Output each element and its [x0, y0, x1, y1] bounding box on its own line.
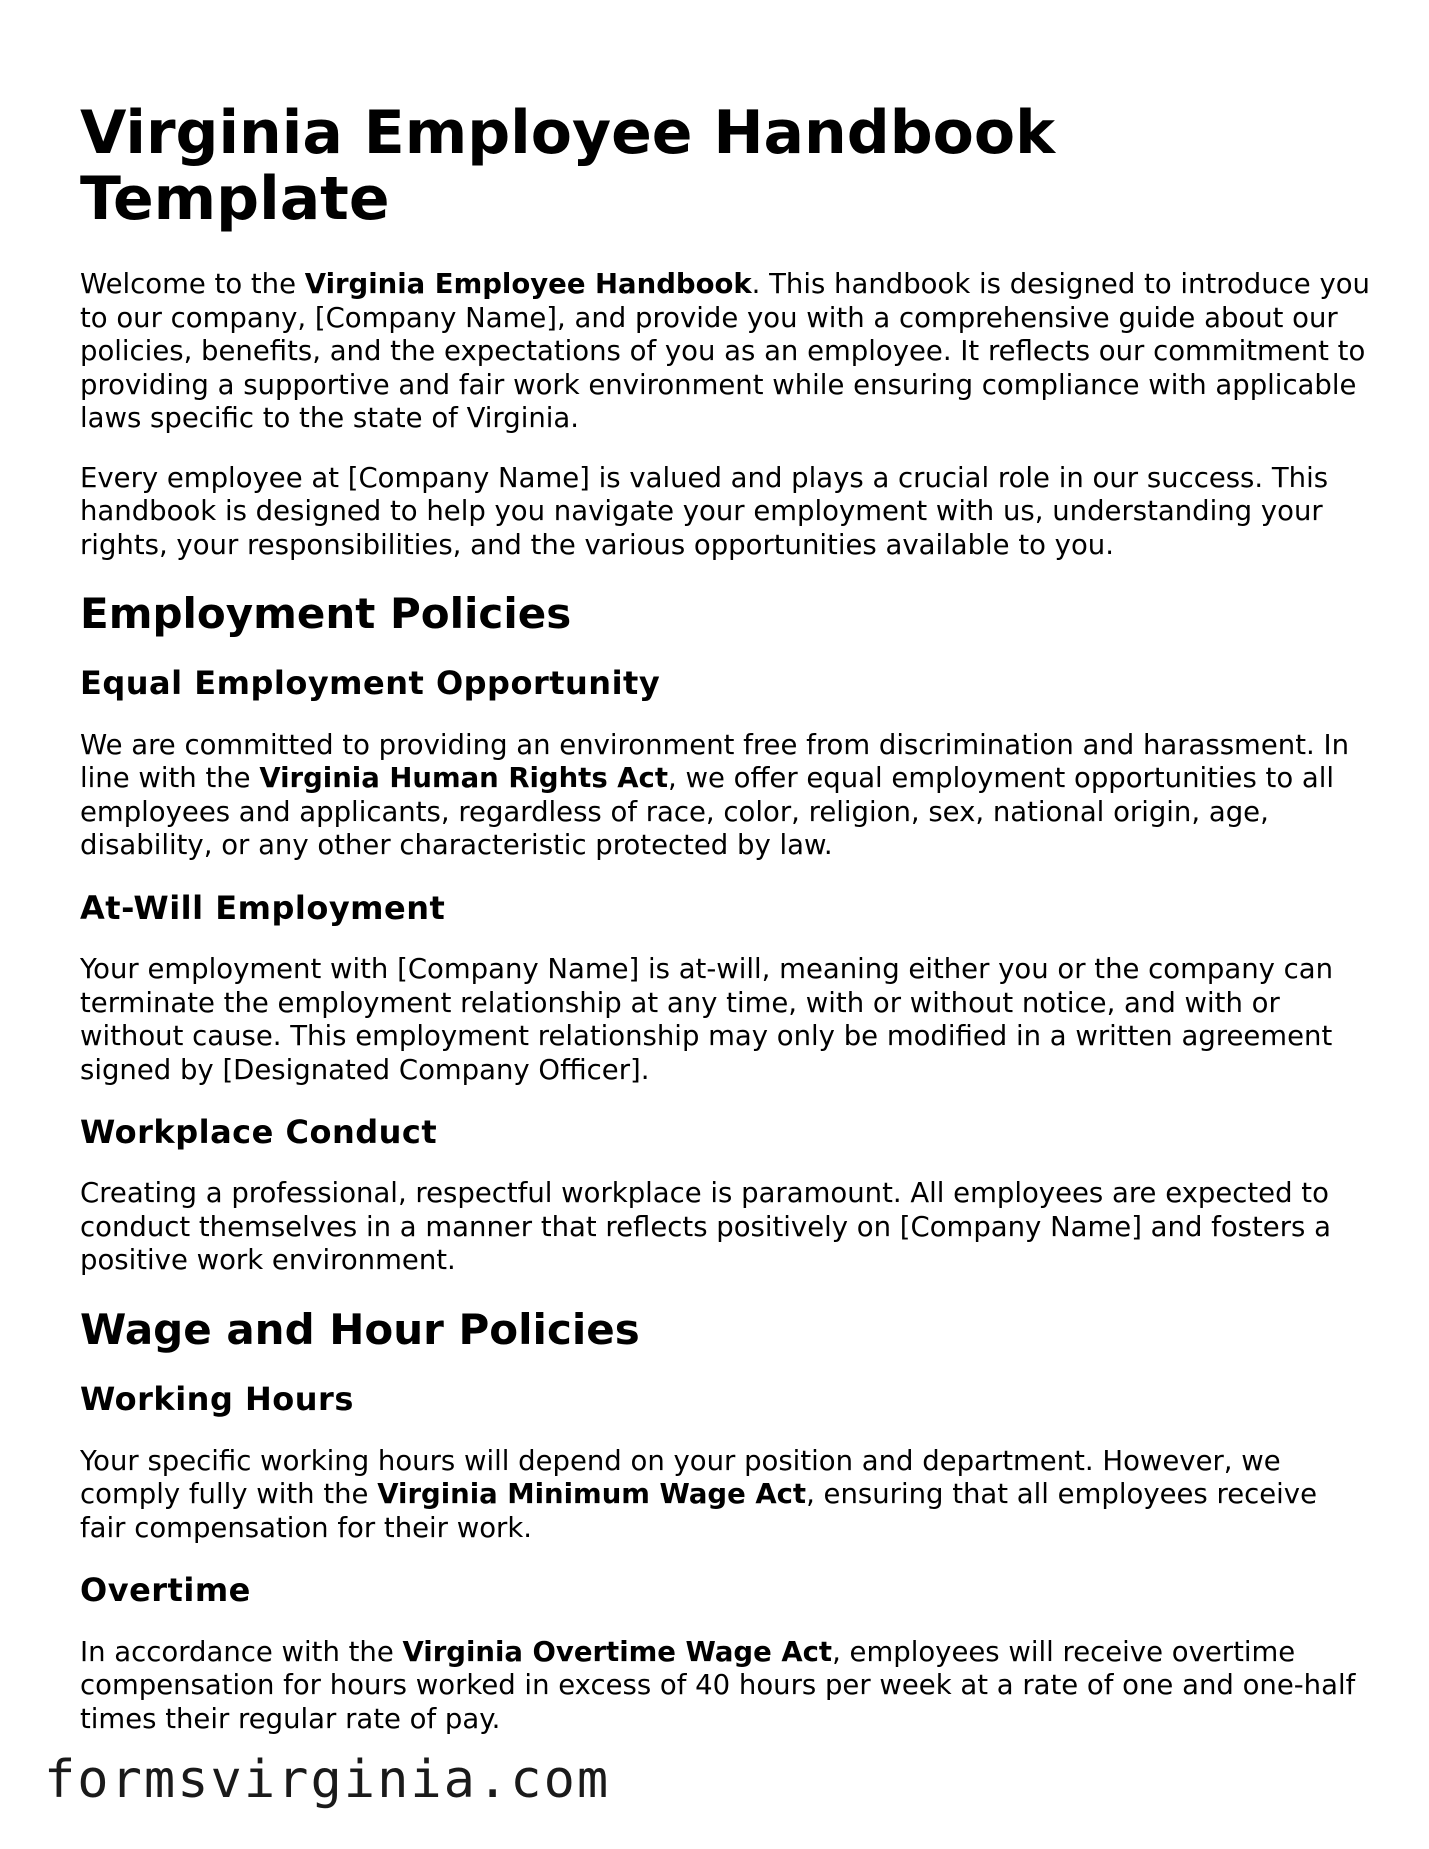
paragraph-at-will: Your employment with [Company Name] is at-will, meaning either you or the company can terminate the employment relationship at any time, with or without notice, and with or without cause. This employment relationship may only be modified in a written agreement signed by [Designated Company Officer]. [80, 953, 1334, 1086]
paragraph-equal-employment [80, 729, 1370, 863]
overtime-text-bold: Virginia Overtime Wage Act [402, 1635, 833, 1668]
hours-text-prefix: Your specific working hours will depend on your position and department. However, we comply fully with the [80, 1444, 1281, 1511]
paragraph-workplace-conduct: Creating a professional, respectful workplace is paramount. All employees are expected to conduct themselves in a manner that reflects positively on [Company Name] and fosters a positive work environment. [80, 1177, 1331, 1277]
section-heading-wage-hour: Wage and Hour Policies [80, 1304, 640, 1354]
overtime-text-prefix: In accordance with the [80, 1635, 403, 1668]
eeo-text-prefix: We are committed to providing an environment free from discrimination and harassment. In line with the [80, 728, 1350, 795]
document-page [80, 100, 1370, 1762]
eeo-text-suffix: , we offer equal employment opportunities to all employees and applicants, regardless of race, color, religion, sex, national origin, age, disability, or any other characteristic protected by law. [80, 762, 1335, 862]
watermark: formsvirginia.com [44, 1750, 611, 1810]
intro-p1-bold: Virginia Employee Handbook [304, 268, 752, 300]
intro-p1-suffix: . This handbook is designed to introduce you to our company, [Company Name], and provide you with a comprehensive guide about our policies, benefits, and the expectations of you as an employee. It reflects our commitment to providing a supportive and fair work environment while ensuring compliance with applicable laws specific to the state of Virginia. [80, 268, 1370, 434]
paragraph-working-hours [80, 1445, 1370, 1546]
subheading-equal-employment: Equal Employment Opportunity [80, 664, 661, 703]
subheading-at-will: At-Will Employment [80, 888, 446, 927]
eeo-text-bold: Virginia Human Rights Act [259, 762, 669, 795]
section-heading-employment-policies: Employment Policies [80, 589, 572, 638]
hours-text-bold: Virginia Minimum Wage Act [377, 1478, 807, 1511]
intro-p1-prefix: Welcome to the [80, 268, 305, 300]
overtime-text-suffix: , employees will receive overtime compensation for hours worked in excess of 40 hours per week at a rate of one and one-half times their regular rate of pay. [80, 1635, 1356, 1735]
intro-paragraph-1 [80, 268, 1370, 436]
hours-text-suffix: , ensuring that all employees receive fair compensation for their work. [80, 1478, 1317, 1544]
document-title: Virginia Employee Handbook Template [80, 98, 1055, 234]
subheading-overtime: Overtime [80, 1571, 251, 1610]
subheading-working-hours: Working Hours [80, 1380, 354, 1419]
intro-paragraph-2: Every employee at [Company Name] is valued and plays a crucial role in our success. This handbook is designed to help you navigate your employment with us, understanding your rights, your responsibilities, and the various opportunities available to you. [80, 461, 1329, 561]
subheading-workplace-conduct: Workplace Conduct [80, 1113, 438, 1152]
paragraph-overtime [80, 1636, 1370, 1737]
